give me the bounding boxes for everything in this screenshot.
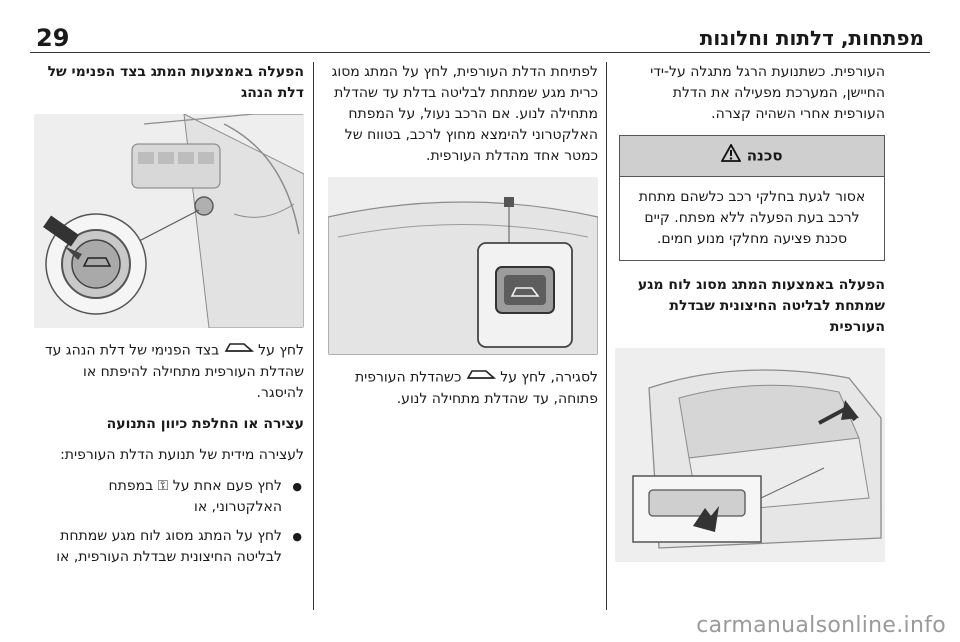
illustration-driver-door-switch [34,114,304,328]
column-divider-right [606,62,607,610]
watermark: carmanualsonline.info [696,613,946,638]
subheading-stop-reverse: עצירה או החלפת כיוון התנועה [106,415,304,432]
tailgate-icon [466,367,496,388]
column-left [34,62,304,576]
driver-door-switch-drawing [34,114,304,328]
running-title: מפתחות, דלתות וחלונות [699,26,924,50]
header-rule [30,52,930,53]
rear-car-drawing [619,348,885,562]
section-heading-touch-pad: הפעלה באמצעות המתג מסוג לוח מגע שמתחת לבליטה החיצונית שבדלת העורפית [637,277,885,335]
opening-instructions: לפתיחת הדלת העורפית, לחץ על המתג מסוג כרית מגע שמתחת לבליטה בדלת עד שהדלת מתחילה לנוע. אם הרכב נעול, על המפתח האלקטרוני להימצא מחוץ לרכב, בטווח של כמטר אחד מהדלת העורפית. [331,64,598,164]
section-heading-driver-switch: הפעלה באמצעות המתג בצד הפנימי של דלת הנהג [47,64,304,101]
sensor-continuation: העורפית. כשתנועת הרגל מתגלה על-ידי החיישן, המערכת מפעילה את הדלת העורפית אחרי השהיה קצרה. [650,64,885,122]
list-item: ● לחץ על המתג מסוג לוח מגע שמתחת לבליטה החיצונית שבדלת העורפית, או [34,526,304,568]
tailgate-pad-drawing [328,177,598,355]
column-right [619,62,885,562]
danger-box [619,135,885,261]
closing-instructions: לסגירה, לחץ על כשהדלת העורפית פתוחה, עד שהדלת מתחילה לנוע. [326,367,598,410]
page-number: 29 [36,24,70,52]
illustration-tailgate-pad [328,177,598,355]
danger-body: אסור לגעת בחלקי רכב כלשהם מתחת לרכב בעת הפעלה ללא מפתח. קיים סכנת פציעה מחלקי מנוע חמים. [638,189,866,247]
tailgate-icon [224,340,254,361]
warning-triangle-icon [721,144,741,168]
column-divider-left [313,62,314,610]
danger-title: סכנה [620,136,884,177]
stop-intro: לעצירה מידית של תנועת הדלת העורפית: [60,446,304,463]
page-header [30,20,930,54]
illustration-rear-car [615,348,885,562]
driver-switch-instructions: לחץ על בצד הפנימי של דלת הנהג עד שהדלת העורפית מתחילה להיפתח או להיסגר. [34,340,304,404]
list-item: ● לחץ פעם אחת על ⚿ במפתח האלקטרוני, או [34,476,304,518]
column-middle [326,62,598,420]
stop-options-list [34,476,304,568]
